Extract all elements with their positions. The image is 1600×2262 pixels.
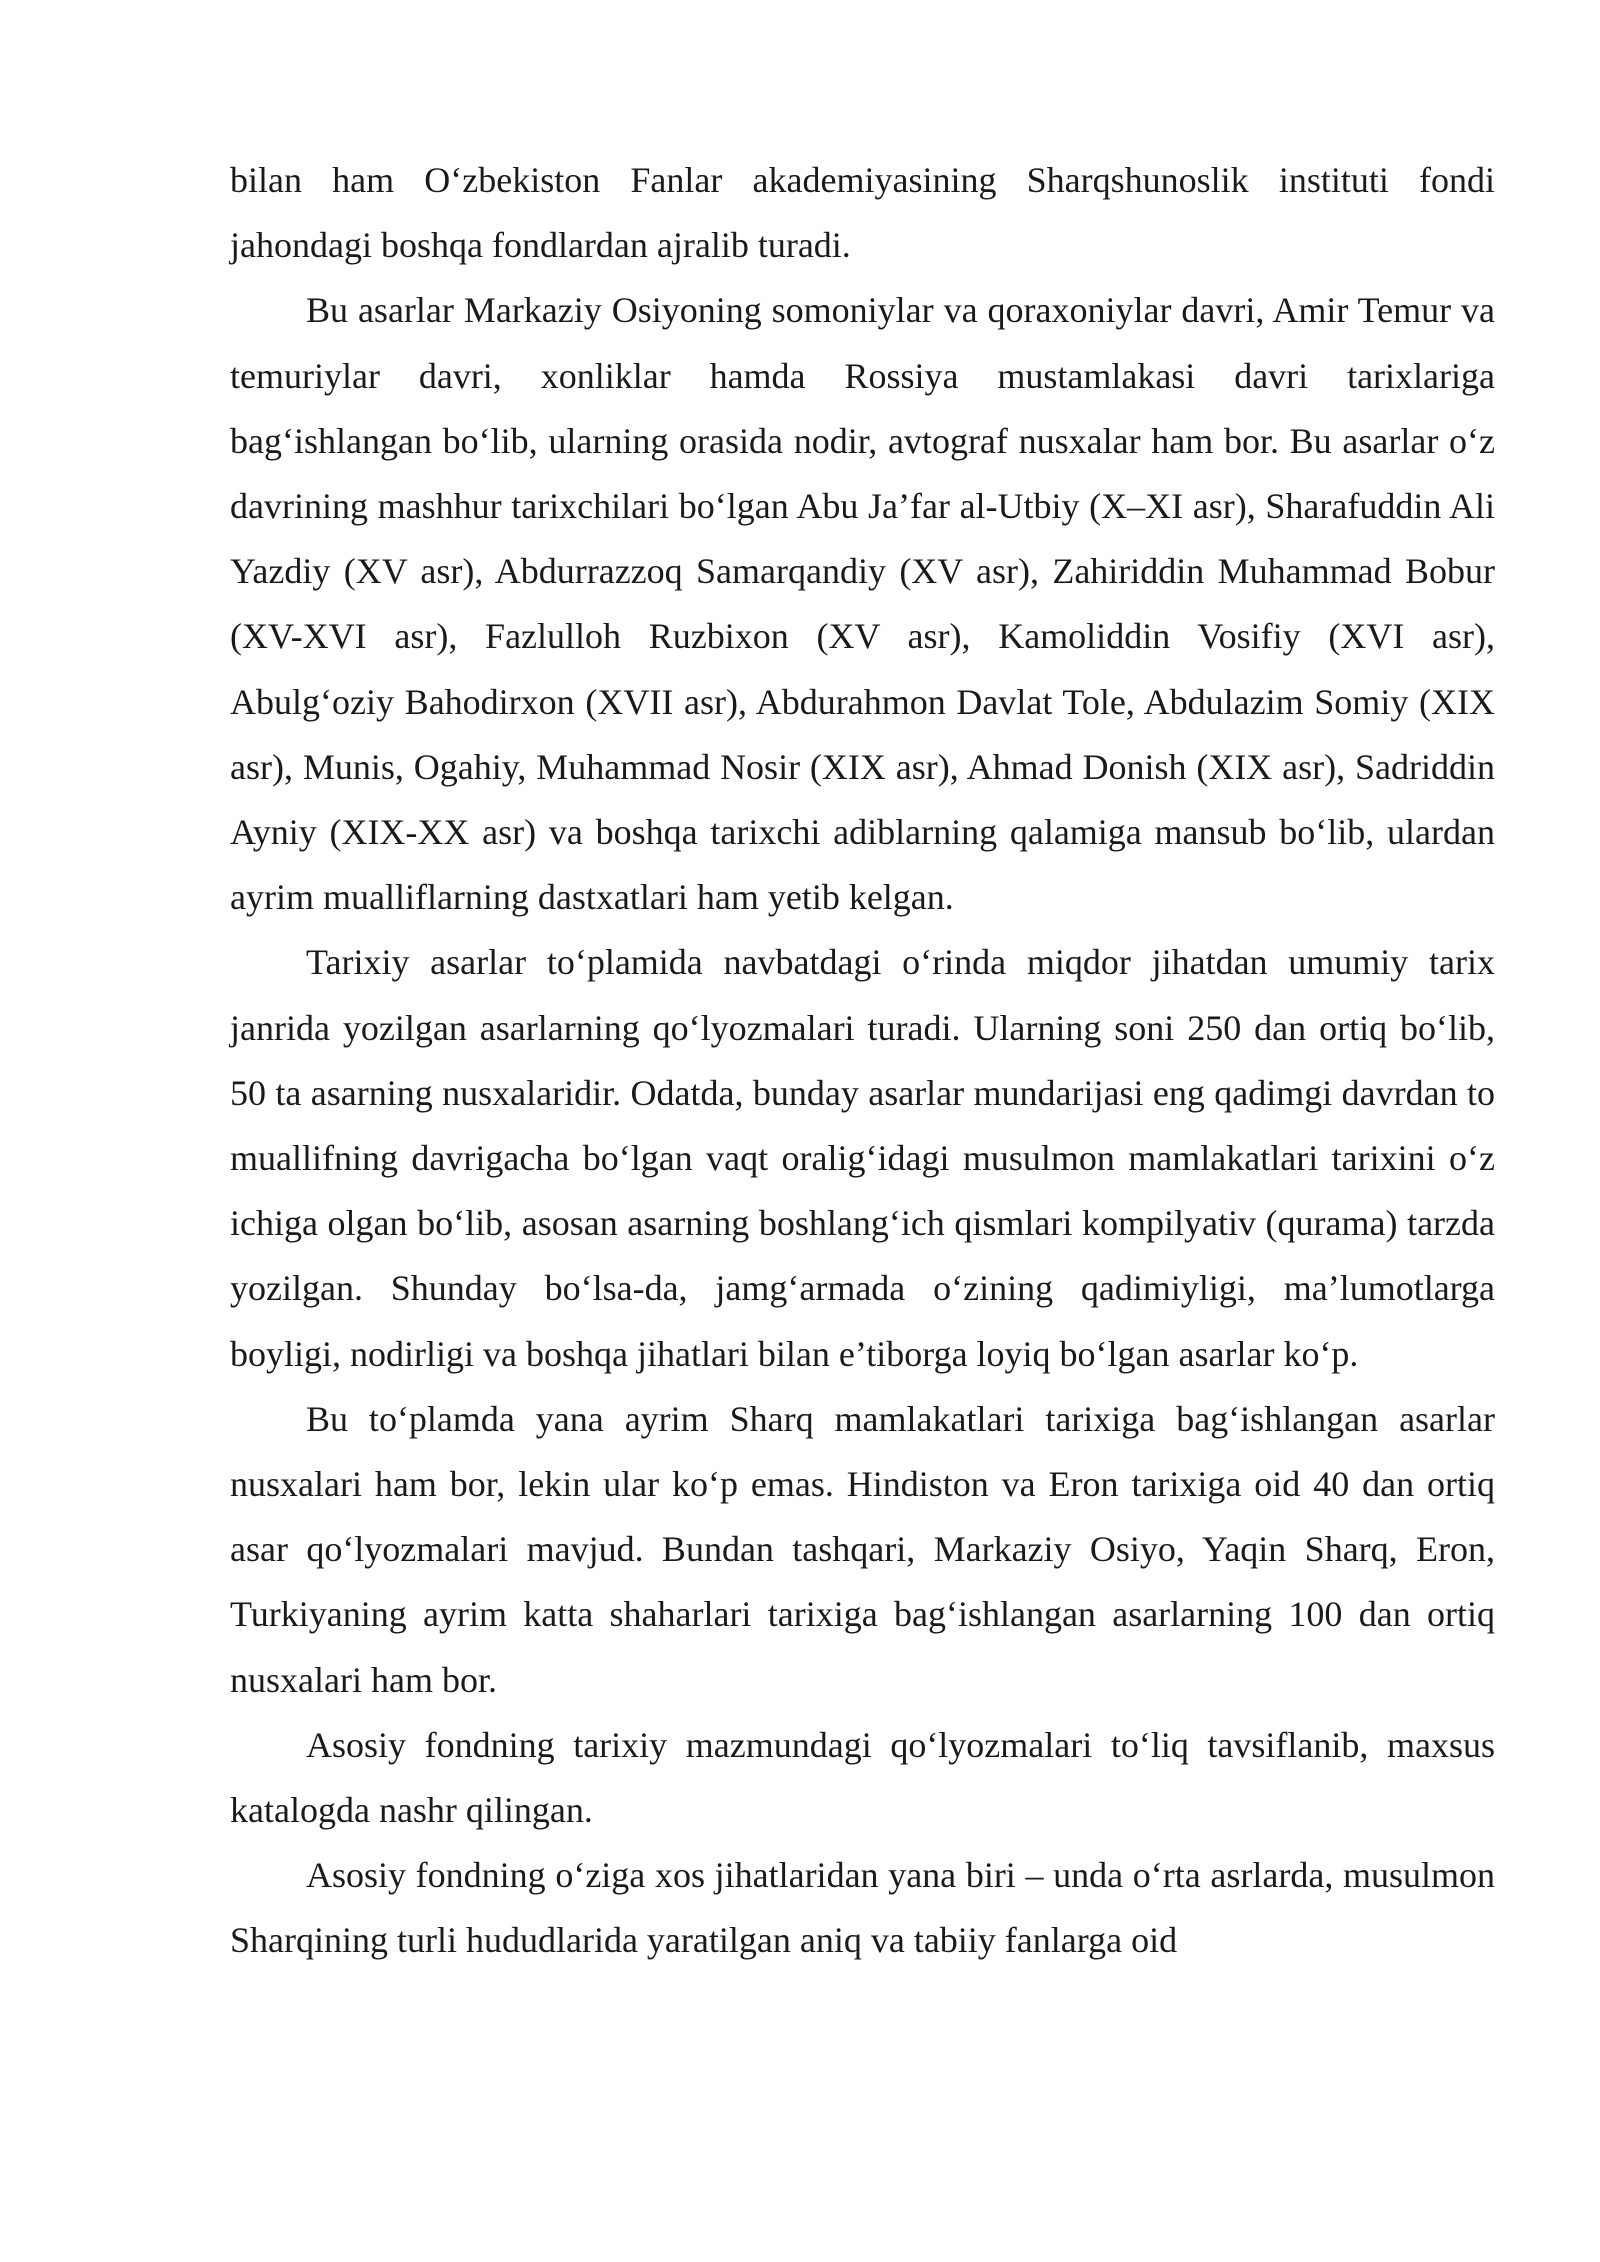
paragraph-continuation: bilan ham O‘zbekiston Fanlar akademiyasining Sharqshunoslik instituti fondi jahondagi boshqa fondlardan ajralib turadi. (230, 160, 1495, 266)
paragraph-catalog: Asosiy fondning tarixiy mazmundagi qo‘lyozmalari to‘liq tavsiflanib, maxsus katalogda nashr qilingan. (230, 1724, 1495, 1831)
paragraph-eastern-countries: Bu to‘plamda yana ayrim Sharq mamlakatlari tarixiga bag‘ishlangan asarlar nusxalari ham bor, lekin ular ko‘p emas. Hindiston va Eron tarixiga oid 40 dan ortiq asar qo‘lyozmalari mavjud. Bundan tashqari, Markaziy Osiyo, Yaqin Sharq, Eron, Turkiyaning ayrim katta shaharlari tarixiga bag‘ishlangan asarlarning 100 dan ortiq nusxalari ham bor. (230, 1398, 1495, 1700)
paragraph-historical-works: Bu asarlar Markaziy Osiyoning somoniylar va qoraxoniylar davri, Amir Temur va temuriylar davri, xonliklar hamda Rossiya mustamlakasi davri tarixlariga bag‘ishlangan bo‘lib, ularning orasida nodir, avtograf nusxalar ham bor. Bu asarlar o‘z davrining mashhur tarixchilari bo‘lgan Abu Ja’far al-Utbiy (X–XI asr), Sharafuddin Ali Yazdiy (XV asr), Abdurrazzoq Samarqandiy (XV asr), Zahiriddin Muhammad Bobur (XV-XVI asr), Fazlulloh Ruzbixon (XV asr), Kamoliddin Vosifiy (XVI asr), Abulg‘oziy Bahodirxon (XVII asr), Abdurahmon Davlat Tole, Abdulazim Somiy (XIX asr), Munis, Ogahiy, Muhammad Nosir (XIX asr), Ahmad Donish (XIX asr), Sadriddin Ayniy (XIX-XX asr) va boshqa tarixchi adiblarning qalamiga mansub bo‘lib, ulardan ayrim mualliflarning dastxatlari ham yetib kelgan. (230, 290, 1495, 918)
paragraph-general-history: Tarixiy asarlar to‘plamida navbatdagi o‘rinda miqdor jihatdan umumiy tarix janrida yozilgan asarlarning qo‘lyozmalari turadi. Ularning soni 250 dan ortiq bo‘lib, 50 ta asarning nusxalaridir. Odatda, bunday asarlar mundarijasi eng qadimgi davrdan to muallifning davrigacha bo‘lgan vaqt oralig‘idagi musulmon mamlakatlari tarixini o‘z ichiga olgan bo‘lib, asosan asarning boshlang‘ich qismlari kompilyativ (qurama) tarzda yozilgan. Shunday bo‘lsa-da, jamg‘armada o‘zining qadimiyligi, ma’lumotlarga boyligi, nodirligi va boshqa jihatlari bilan e’tiborga loyiq bo‘lgan asarlar ko‘p. (230, 942, 1495, 1374)
body-text (230, 148, 1495, 1974)
paragraph-sciences: Asosiy fondning o‘ziga xos jihatlaridan yana biri – unda o‘rta asrlarda, musulmon Sharqining turli hududlarida yaratilgan aniq va tabiiy fanlarga oid (230, 1855, 1495, 1961)
